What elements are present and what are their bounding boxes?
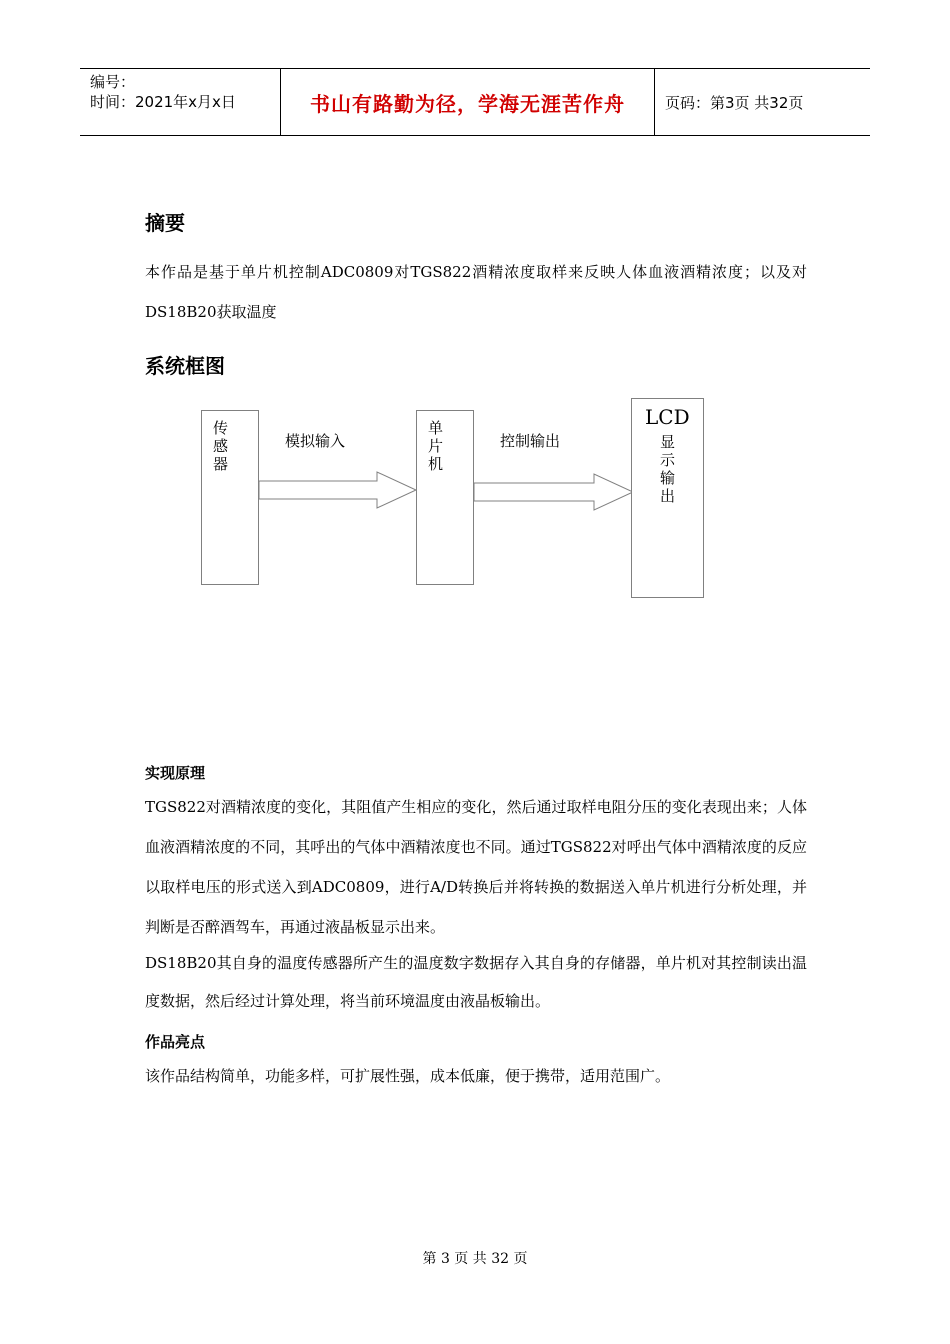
page-header — [80, 68, 870, 136]
highlights-title: 作品亮点 — [145, 1033, 206, 1051]
header-left-cell — [80, 69, 281, 135]
header-motto-cell — [281, 69, 655, 135]
sensor-label: 传感器 — [213, 419, 229, 473]
number-label: 编号： — [90, 73, 136, 91]
analog-input-arrow — [259, 470, 419, 512]
principle-para1: TGS822对酒精浓度的变化，其阻值产生相应的变化，然后通过取样电阻分压的变化表现出来；人体血液酒精浓度的不同，其呼出的气体中酒精浓度也不同。通过TGS822对呼出气体中酒精浓度的反应以取样电压的形式送入到ADC0809，进行A/D转换后并将转换的数据送入单片机进行分析处理，并判断是否醉酒驾车，再通过液晶板显示出来。 — [145, 798, 807, 936]
arrow1-label: 模拟输入 — [285, 432, 346, 450]
mcu-label: 单片机 — [428, 419, 444, 473]
highlights-text: 该作品结构简单，功能多样，可扩展性强，成本低廉，便于携带，适用范围广。 — [145, 1067, 671, 1085]
lcd-sub-label: 显示输出 — [660, 433, 676, 505]
motto: 书山有路勤为径，学海无涯苦作舟 — [310, 91, 625, 116]
abstract-title: 摘要 — [145, 211, 185, 235]
lcd-label: LCD — [645, 405, 690, 429]
page-info: 页码：第3页 共32页 — [665, 93, 804, 112]
abstract-text: 本作品是基于单片机控制ADC0809对TGS822酒精浓度取样来反映人体血液酒精浓度；以及对DS18B20获取温度 — [145, 263, 807, 321]
sensor-box — [201, 410, 259, 585]
lcd-box — [631, 398, 704, 598]
header-page-cell — [655, 69, 870, 135]
time-label: 时间：2021年x月x日 — [90, 93, 236, 111]
page-footer — [0, 1248, 950, 1268]
footer-page-number: 第 3 页 共 32 页 — [422, 1251, 528, 1267]
diagram-title: 系统框图 — [145, 354, 225, 378]
control-output-arrow — [474, 472, 634, 514]
arrow2-label: 控制输出 — [500, 432, 561, 450]
principle-title: 实现原理 — [145, 764, 206, 782]
mcu-box — [416, 410, 474, 585]
principle-para2: DS18B20其自身的温度传感器所产生的温度数字数据存入其自身的存储器，单片机对其控制读出温度数据，然后经过计算处理，将当前环境温度由液晶板输出。 — [145, 954, 807, 1010]
